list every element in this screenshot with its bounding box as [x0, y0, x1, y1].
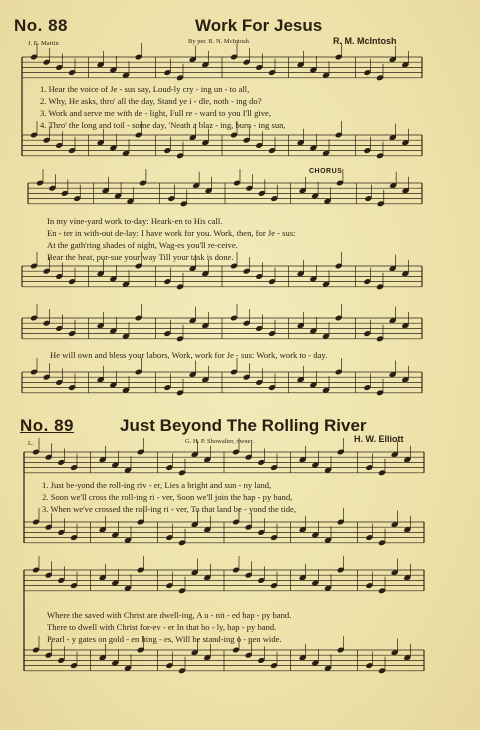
hymn-title-88: Work For Jesus: [195, 16, 323, 35]
verse-line: 3. Work and serve me with de - light, Full re - ward to you I'll give,: [40, 108, 272, 118]
lyricist-88: J. E. Martin: [28, 40, 59, 47]
owner-note: G. H. P. Showalter, owner.: [185, 438, 254, 445]
hymn-title-89: Just Beyond The Rolling River: [120, 416, 367, 435]
composer-89: H. W. Elliott: [354, 434, 404, 444]
lyricist-89: L.: [28, 440, 34, 447]
composer-88: R. M. McIntosh: [333, 36, 397, 46]
ending-line: He will own and bless your labors, Work, work for Je - sus: Work, work to - day.: [50, 350, 328, 360]
refrain-line: Where the saved with Christ are dwell-ing, A u - nit - ed hap - py band.: [47, 610, 292, 620]
hymn-number-89: No. 89: [20, 416, 75, 435]
refrain-line: There to dwell with Christ for-ev - er In that ho - ly, hap - py band.: [47, 622, 277, 632]
verse-line: 2. Soon we'll cross the roll-ing ri - ver, Soon we'll join the hap - py band,: [42, 492, 293, 502]
refrain-line: Bear the heat, pur-sue your way Till your task is done.: [47, 252, 234, 262]
verse-line: 3. When we've crossed the roll-ing ri - ver, To that land be - yond the tide,: [42, 504, 296, 514]
verse-line: 4. Thro' the long and toil - some day, 'Neath a blaz - ing, burn - ing sun,: [40, 120, 286, 130]
verse-line: 1. Just be-yond the roll-ing riv - er, Lies a bright and sun - ny land,: [42, 480, 272, 490]
refrain-line: At the gath'ring shades of night, Wag-es you'll re-ceive.: [47, 240, 238, 250]
chorus-label: CHORUS: [309, 168, 343, 175]
verse-line: 1. Hear the voice of Je - sus say, Loud-ly cry - ing un - to all,: [40, 84, 250, 94]
refrain-line: Pearl - y gates on gold - en hing - es, Will be stand-ing o - pen wide.: [47, 634, 282, 644]
permission-note: By per. R. N. McIntosh: [188, 38, 249, 45]
hymn-number-88: No. 88: [14, 16, 69, 35]
refrain-line: En - ter in with-out de-lay: I have work for you. Work, then, for Je - sus:: [47, 228, 296, 238]
verse-line: 2. Why, He asks, thro' all the day, Stand ye i - dle, noth - ing do?: [40, 96, 262, 106]
refrain-line: In my vine-yard work to-day: Heark-en to His call.: [47, 216, 223, 226]
